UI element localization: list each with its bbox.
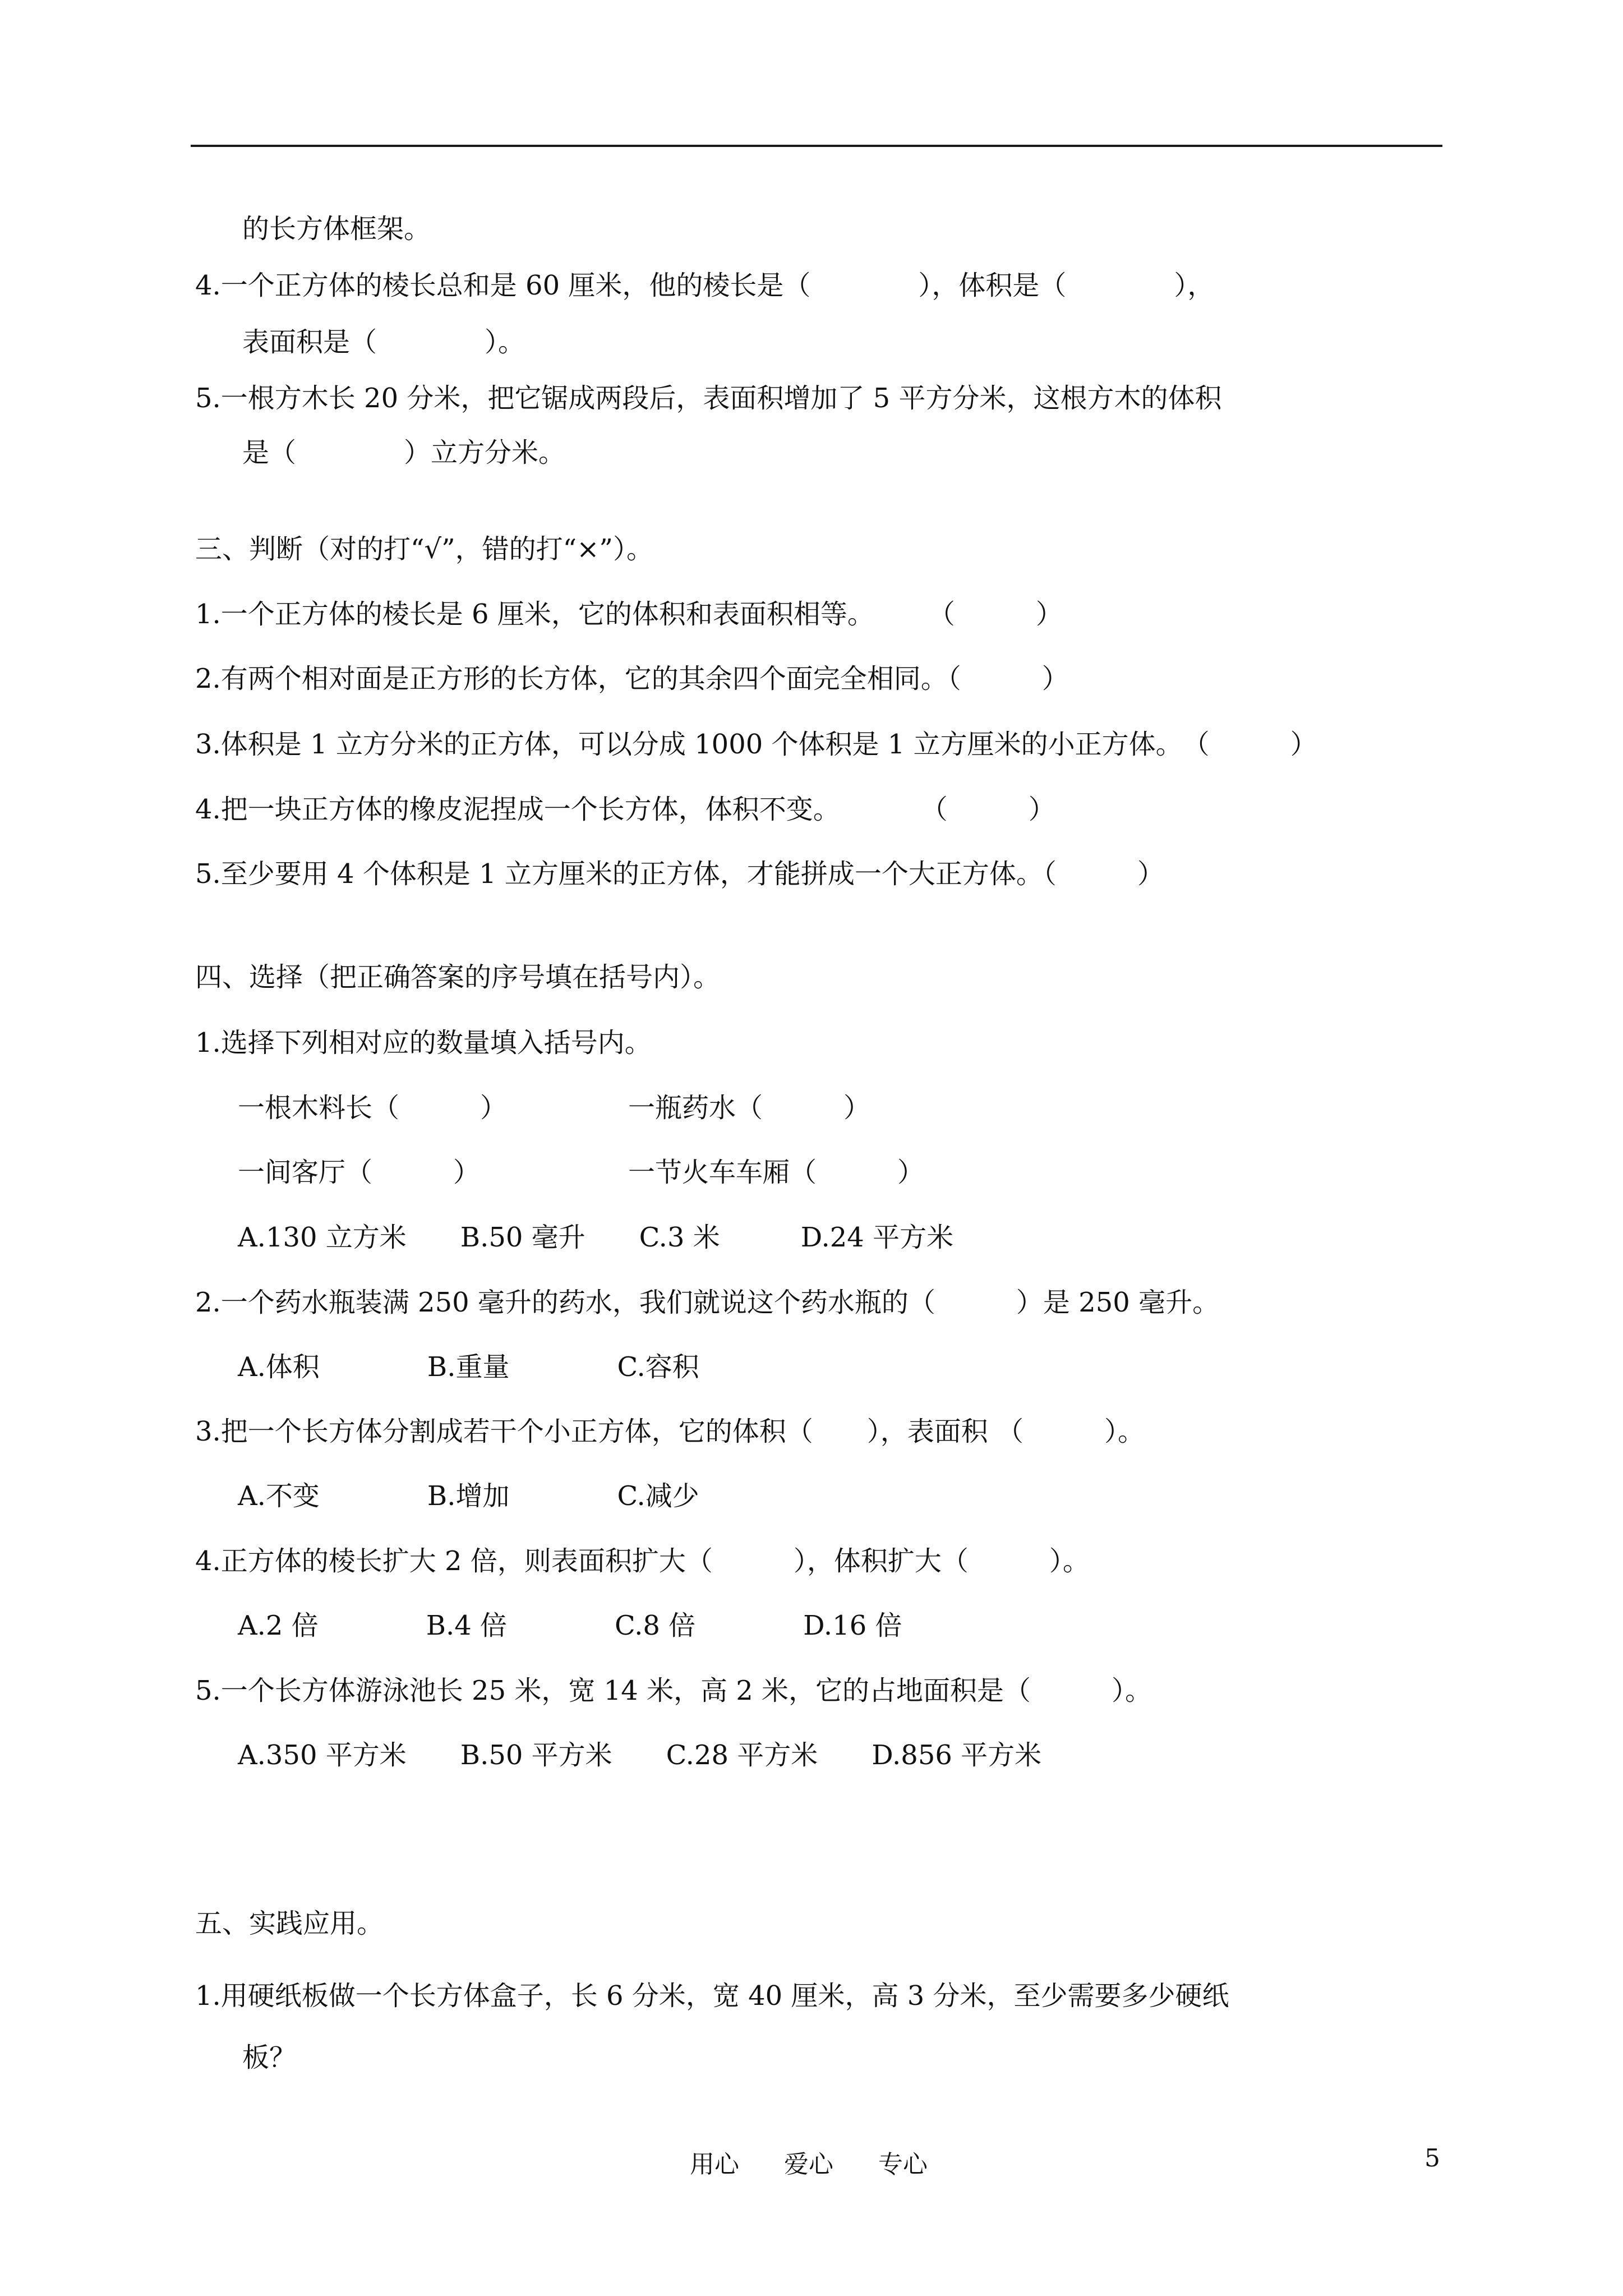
match-item-living-room: 一间客厅（ ） <box>238 1157 481 1188</box>
judgement-question-4: 4.把一块正方体的橡皮泥捏成一个长方体，体积不变。 （ ） <box>195 794 1055 825</box>
footer-motto <box>690 2144 972 2180</box>
choice-options: A.130 立方米 B.50 毫升 C.3 米 D.24 平方米 <box>238 1222 954 1253</box>
header-rule <box>191 145 1442 147</box>
choice-options: A.2 倍 B.4 倍 C.8 倍 D.16 倍 <box>238 1610 902 1641</box>
footer-word: 专心 <box>878 2150 928 2179</box>
choice-options: A.不变 B.增加 C.减少 <box>238 1480 699 1512</box>
page-number: 5 <box>1424 2144 1440 2173</box>
judgement-question-2: 2.有两个相对面是正方形的长方体，它的其余四个面完全相同。（ ） <box>195 663 1069 694</box>
section-heading-application: 五、实践应用。 <box>195 1908 384 1939</box>
text-line: 板？ <box>242 2042 297 2073</box>
text-line: 的长方体框架。 <box>242 213 431 245</box>
match-item-medicine: 一瓶药水（ ） <box>628 1092 871 1124</box>
fill-in-question-4: 4.一个正方体的棱长总和是 60 厘米，他的棱长是（ ），体积是（ ）， <box>195 270 1215 301</box>
footer-word: 爱心 <box>784 2150 833 2179</box>
application-question-1: 1.用硬纸板做一个长方体盒子，长 6 分米，宽 40 厘米，高 3 分米，至少需要多少硬纸 <box>195 1980 1229 2012</box>
judgement-question-1: 1.一个正方体的棱长是 6 厘米，它的体积和表面积相等。 （ ） <box>195 599 1063 630</box>
choice-question-1: 1.选择下列相对应的数量填入括号内。 <box>195 1027 652 1059</box>
text-line: 表面积是（ ）。 <box>242 326 525 358</box>
choice-options: A.350 平方米 B.50 平方米 C.28 平方米 D.856 平方米 <box>238 1740 1042 1771</box>
fill-in-question-5: 5.一根方木长 20 分米，把它锯成两段后，表面积增加了 5 平方分米，这根方木的体积 <box>195 383 1222 414</box>
choice-question-5: 5.一个长方体游泳池长 25 米，宽 14 米，高 2 米，它的占地面积是（ ）。 <box>195 1675 1152 1706</box>
footer-word: 用心 <box>690 2150 739 2179</box>
section-heading-choice: 四、选择（把正确答案的序号填在括号内）。 <box>195 961 721 993</box>
text-line: 是（ ）立方分米。 <box>242 437 566 468</box>
choice-question-4: 4.正方体的棱长扩大 2 倍，则表面积扩大（ ），体积扩大（ ）。 <box>195 1545 1090 1577</box>
choice-question-2: 2.一个药水瓶装满 250 毫升的药水，我们就说这个药水瓶的（ ）是 250 毫升。 <box>195 1287 1220 1318</box>
judgement-question-5: 5.至少要用 4 个体积是 1 立方厘米的正方体，才能拼成一个大正方体。（ ） <box>195 858 1164 890</box>
section-heading-judgement: 三、判断（对的打“√”，错的打“×”）。 <box>195 533 653 565</box>
match-item-wood-length: 一根木料长（ ） <box>238 1092 508 1124</box>
choice-options: A.体积 B.重量 C.容积 <box>238 1351 699 1383</box>
judgement-question-3: 3.体积是 1 立方分米的正方体，可以分成 1000 个体积是 1 立方厘米的小正方体。 （ ） <box>195 729 1317 760</box>
match-item-train-car: 一节火车车厢（ ） <box>628 1157 925 1188</box>
choice-question-3: 3.把一个长方体分割成若干个小正方体，它的体积（ ），表面积 （ ）。 <box>195 1416 1145 1447</box>
